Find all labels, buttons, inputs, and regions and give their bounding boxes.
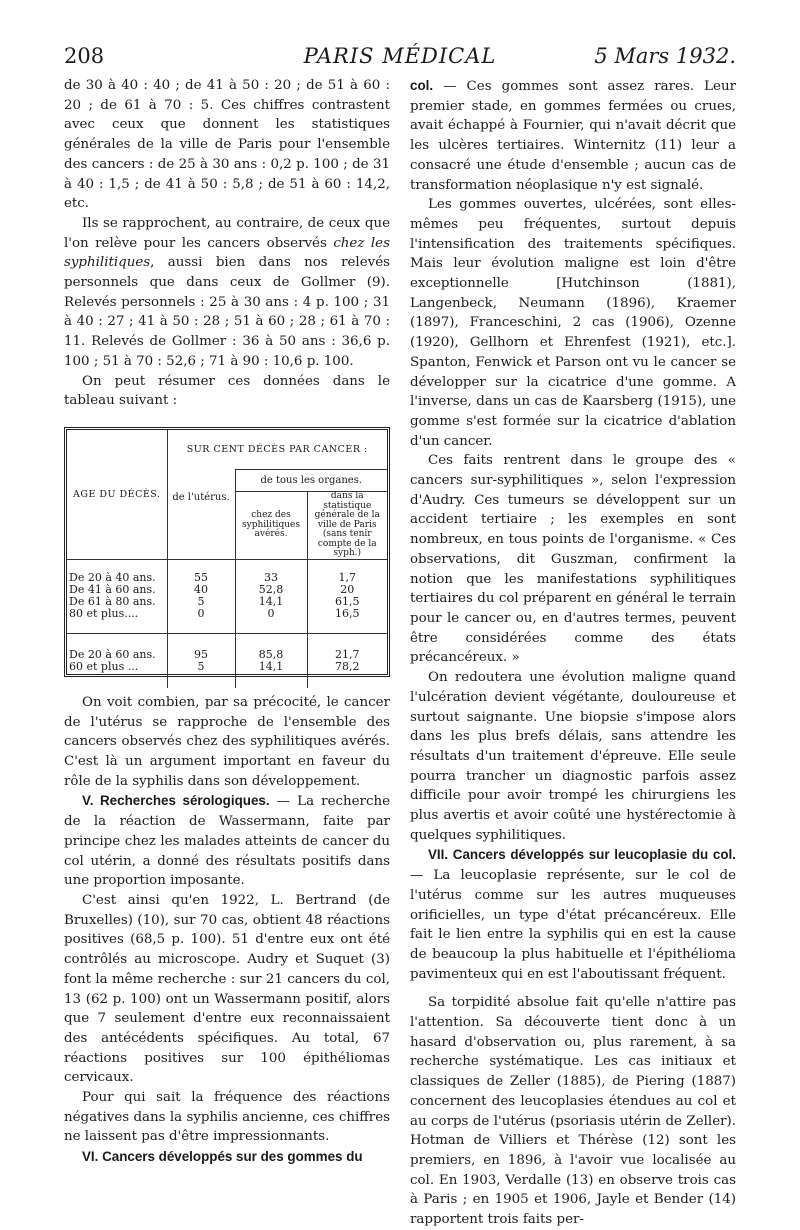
table-cell: 33 bbox=[264, 571, 278, 585]
table-header-paris: dans la statistique générale de la ville de Paris (sans tenir compte de la syph.) bbox=[307, 492, 387, 560]
table-cell: 40 bbox=[194, 583, 208, 597]
table-cell: 14,1 bbox=[258, 595, 284, 609]
table-cell: 55 bbox=[194, 571, 208, 585]
paragraph: Pour qui sait la fréquence des réactions négatives dans la syphilis ancienne, ces chiffres ne laissent pas d'être impressionnants. bbox=[64, 1090, 390, 1145]
issue-date: 5 Mars 1932. bbox=[594, 44, 736, 68]
paragraph bbox=[64, 214, 390, 372]
paragraph: Sa torpidité absolue fait qu'elle n'attire pas l'attention. Sa découverte tient donc à un hasard d'observation ou, plus rarement, à sa recherche systématique. Les cas initiaux et classiques de Zeller (1885), de Piering (1887) concernent des leucoplasies étendues au col et au corps de l'utérus (psoriasis utérin de Zeller). Hotman de Villiers et Thérèse (12) sont les premiers, en 1896, à l'avoir vue localisée au col. En 1903, Verdalle (13) en observe trois cas à Paris ; en 1905 et 1906, Jayle et Bender (14) rapportent trois faits per- bbox=[410, 995, 736, 1228]
table-header-syphilitics: chez des syphilitiques avérés. bbox=[235, 492, 307, 560]
table-cell: 80 et plus.... bbox=[69, 607, 139, 621]
paragraph-text: , aussi bien dans nos relevés personnels que dans ceux de Gollmer (9). Relevés personnels : 25 à 30 ans : 4 p. 100 ; 31 à 40 : 27 ; 41 à 50 : 28 ; 51 à 60 ; 28 ; 61 à 70 : 11. Relevés de Gollmer : 36 à 50 ans : 36,6 p. 100 ; 51 à 70 : 52,6 ; 71 à 90 : 10,6 p. 100. bbox=[64, 255, 390, 369]
right-column bbox=[410, 76, 736, 1230]
paragraph-text: Ils se rapprochent, au contraire, de ceux que l'on relève pour les cancers observés bbox=[64, 215, 390, 251]
table-cell: De 61 à 80 ans. bbox=[69, 595, 156, 609]
table-cell: 5 bbox=[197, 660, 205, 674]
table-cell: 78,2 bbox=[335, 660, 360, 674]
section-heading: VII. Cancers développés sur leucoplasie du col. bbox=[428, 847, 736, 863]
table-cell: 60 et plus ... bbox=[69, 660, 139, 674]
table-header-uterus: de l'utérus. bbox=[167, 492, 235, 560]
table-cell: 20 bbox=[340, 583, 355, 597]
paragraph: On peut résumer ces données dans le tableau suivant : bbox=[64, 373, 390, 409]
paragraph: On redoutera une évolution maligne quand l'ulcération devient végétante, douloureuse et surtout saignante. Une biopsie s'impose alors dans les plus brefs délais, sans attendre les résultats d'un traitement d'épreuve. Elle seule pourra trancher un diagnostic parfois assez difficile pour avoir trompé les chirurgiens les plus avertis et avoir coûté une hystérectomie à quelques syphilitiques. bbox=[410, 670, 736, 843]
table-cell: 85,8 bbox=[258, 648, 284, 662]
table-cell: 14,1 bbox=[258, 660, 284, 674]
emphasis-text: chez les syphilitiques bbox=[64, 235, 390, 271]
left-column bbox=[64, 76, 390, 1168]
table-header-age: AGE DU DÉCÈS. bbox=[67, 430, 167, 560]
table-cell: De 20 à 60 ans. bbox=[69, 648, 156, 662]
table-cell: 5 bbox=[197, 595, 205, 609]
paragraph: Les gommes ouvertes, ulcérées, sont elles-mêmes peu fréquentes, surtout depuis l'intensification des traitements spécifiques. Mais leur évolution maligne est loin d'être exceptionnelle [Hutchinson (1881), Langenbeck, Neumann (1896), Kraemer (1897), Franceschini, 2 cas (1906), Ozenne (1920), Gellhorn et Ehrenfest (1921), etc.]. Spanton, Fenwick et Parson ont vu le cancer se développer sur la cicatrice d'une gomme. A l'inverse, dans un cas de Kaarsberg (1915), une gomme s'est formée sur la cicatrice d'ablation d'un cancer. bbox=[410, 197, 736, 449]
table-group-header: de tous les organes. bbox=[235, 470, 387, 492]
mortality-table bbox=[64, 427, 390, 677]
table-cell: 0 bbox=[197, 607, 205, 621]
paragraph: On voit combien, par sa précocité, le cancer de l'utérus se rapproche de l'ensemble des cancers observés chez des syphilitiques avérés. C'est là un argument important en faveur du rôle de la syphilis dans son développement. bbox=[64, 694, 390, 789]
section-heading: VI. Cancers développés sur des gommes du bbox=[82, 1149, 363, 1165]
table-cell: 1,7 bbox=[338, 571, 356, 585]
table-cell: 21,7 bbox=[335, 648, 360, 662]
paragraph-text: — La leucoplasie représente, sur le col de l'utérus comme sur les autres muqueuses orificielles, un type d'état précancéreux. Elle fait le lien entre la syphilis qui en est la cause de beaucoup la plus habituelle et l'épithélioma pavimenteux qui en est l'aboutissant fréquent. bbox=[410, 868, 736, 982]
page-number: 208 bbox=[64, 44, 105, 68]
section-5-paragraph bbox=[64, 791, 390, 891]
paragraph bbox=[410, 76, 736, 195]
section-7-paragraph bbox=[410, 845, 736, 984]
table-cell: 0 bbox=[267, 607, 275, 621]
paragraph-text: — Ces gommes sont assez rares. Leur premier stade, en gommes fermées ou crues, avait échappé à Fournier, qui n'avait décrit que les ulcères tertiaires. Winternitz (11) leur a consacré une étude d'ensemble ; aucun cas de transformation néoplasique n'y est signalé. bbox=[410, 79, 736, 193]
table-cell: De 41 à 60 ans. bbox=[69, 583, 156, 597]
section-6-heading-paragraph bbox=[64, 1147, 390, 1168]
table-cell: 95 bbox=[194, 648, 208, 662]
table-cell: 52,8 bbox=[258, 583, 284, 597]
journal-title: PARIS MÉDICAL bbox=[303, 44, 497, 68]
paragraph: de 30 à 40 : 40 ; de 41 à 50 : 20 ; de 51 à 60 : 20 ; de 61 à 70 : 5. Ces chiffres contrastent avec ceux que donnent les statistiques générales de la ville de Paris pour l'ensemble des cancers : de 25 à 30 ans : 0,2 p. 100 ; de 31 à 40 : 1,5 ; de 41 à 50 : 5,8 ; de 51 à 60 : 14,2, etc. bbox=[64, 78, 390, 212]
running-header bbox=[64, 44, 736, 74]
table-caption: SUR CENT DÉCÈS PAR CANCER : bbox=[167, 430, 387, 470]
table-cell: 16,5 bbox=[335, 607, 360, 621]
section-heading: col. bbox=[410, 78, 434, 93]
paragraph: C'est ainsi qu'en 1922, L. Bertrand (de Bruxelles) (10), sur 70 cas, obtient 48 réactions positives (68,5 p. 100). 51 d'entre eux ont été contrôlés au microscope. Audry et Suquet (3) font la même recherche : sur 21 cancers du col, 13 (62 p. 100) ont un Wassermann positif, alors que 7 seulement d'entre eux reconnaissaient des antécédents spécifiques. Au total, 67 réactions positives sur 100 épithéliomas cervicaux. bbox=[64, 892, 390, 1086]
paragraph-text: — La recherche de la réaction de Wassermann, faite par principe chez les malades atteints de cancer du col utérin, a donné des résultats positifs dans une proportion imposante. bbox=[64, 794, 390, 889]
table-cell: 61,5 bbox=[335, 595, 360, 609]
section-heading: V. Recherches sérologiques. bbox=[82, 793, 270, 809]
table-cell: De 20 à 40 ans. bbox=[69, 571, 156, 585]
paragraph: Ces faits rentrent dans le groupe des « cancers sur-syphilitiques », selon l'expression d'Audry. Ces tumeurs se développent sur un accident tertiaire ; les exemples en sont nombreux, en tous points de l'organisme. « Ces observations, dit Guszman, confirment la notion que les manifestations syphilitiques tertiaires du col préparent en général le terrain pour le cancer ou, en d'autres termes, peuvent être considérées comme des états précancéreux. » bbox=[410, 453, 736, 666]
